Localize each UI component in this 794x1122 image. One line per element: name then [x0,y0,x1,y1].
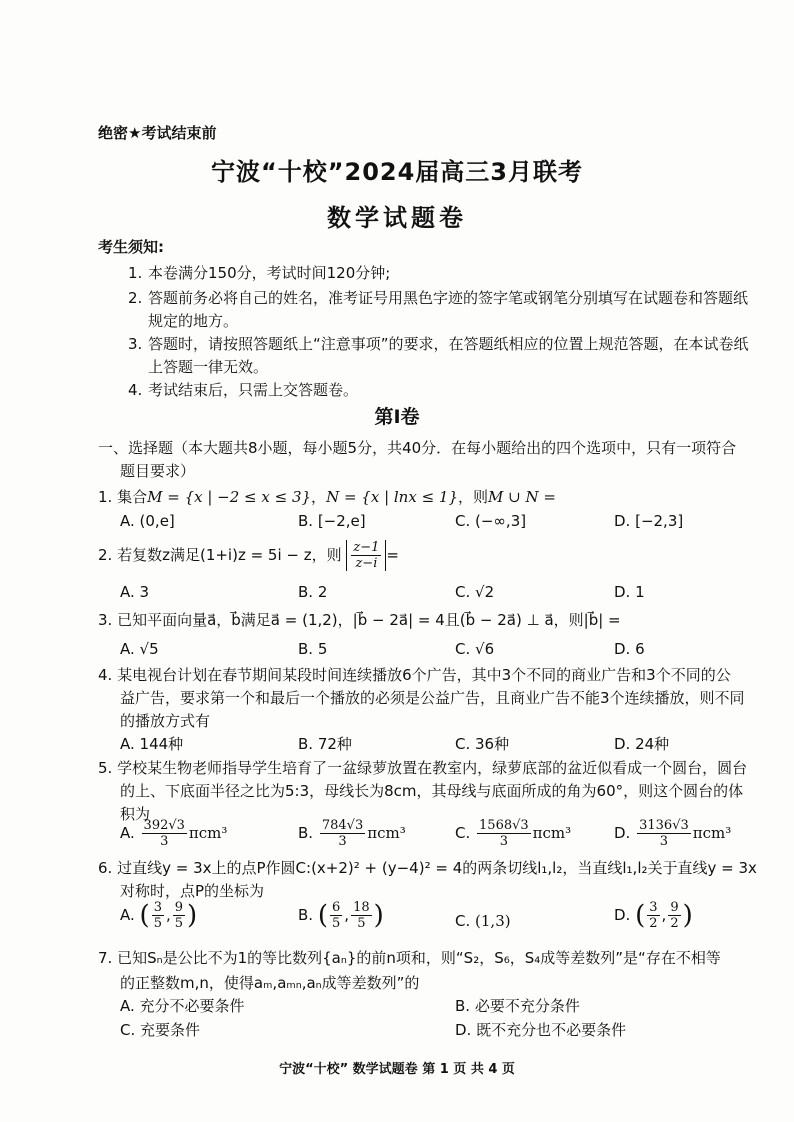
question-5-cont: 积为 [120,805,151,823]
option-a: A. (0,e] [120,512,175,530]
note-item: 2. 答题前务必将自己的姓名，准考证号用黑色字迹的签字笔或钢笔分别填写在试题卷和答题纸 [128,289,749,307]
page-footer: 宁波“十校” 数学试题卷 第 1 页 共 4 页 [279,1062,515,1077]
option-a: A. 144种 [120,735,184,753]
question-1: 1. 集合M = {x | −2 ≤ x ≤ 3}，N = {x | lnx ≤ 1}，则M ∪ N = [98,488,556,506]
part-title: 第Ⅰ卷 [374,406,420,428]
option-b: B. 2 [298,583,328,601]
option-c: C. √2 [455,583,495,601]
note-item: 4. 考试结束后，只需上交答题卷。 [128,381,359,399]
option-a: A. ( $\frac{3}{5}$ , $\frac{9}{5}$ ) [120,900,198,931]
note-item-cont: 规定的地方。 [148,312,239,330]
question-7-cont: 的正整数m,n，使得aₘ,aₘₙ,aₙ成等差数列”的 [120,974,420,992]
question-4: 4. 某电视台计划在春节期间某段时间连续播放6个广告，其中3个不同的商业广告和3个不同的公 [98,666,731,684]
option-c: C. √6 [455,640,495,658]
option-b: B. $\frac{784√3}{3}$ πcm³ [298,818,406,849]
option-c: C. $\frac{1568√3}{3}$ πcm³ [455,818,572,849]
question-5-cont: 的上、下底面半径之比为5:3，母线长为8cm，其母线与底面所成的角为60°，则这个圆台的体 [120,782,744,800]
note-item: 3. 答题时，请按照答题纸上“注意事项”的要求，在答题纸相应的位置上规范答题，在本试卷纸 [128,335,749,353]
option-a: A. 3 [120,583,150,601]
note-item-cont: 上答题一律无效。 [148,358,269,376]
option-c: C. 36种 [455,735,510,753]
option-d: D. 既不充分也不必要条件 [455,1021,627,1039]
exam-subtitle: 数学试题卷 [327,204,467,232]
section-heading-cont: 题目要求） [120,462,196,480]
question-6: 6. 过直线y = 3x上的点P作圆C:(x+2)² + (y−4)² = 4的两条切线l₁,l₂，当直线l₁,l₂关于直线y = 3x [98,859,757,877]
option-c: C. (−∞,3] [455,512,527,530]
note-item: 1. 本卷满分150分，考试时间120分钟; [128,264,391,282]
option-d: D. ( $\frac{3}{2}$ , $\frac{9}{2}$ ) [614,900,693,931]
question-4-cont: 益广告，要求第一个和最后一个播放的必须是公益广告，且商业广告不能3个连续播放，则不同 [120,689,745,707]
option-d: D. [−2,3] [614,512,684,530]
option-a: A. $\frac{392√3}{3}$ πcm³ [120,818,228,849]
option-d: D. 6 [614,640,645,658]
notes-heading: 考生须知: [98,238,164,256]
option-b: B. ( $\frac{6}{5}$ , $\frac{18}{5}$ ) [298,900,384,931]
option-b: B. [−2,e] [298,512,366,530]
option-c: C. 充要条件 [120,1021,201,1039]
section-heading: 一、选择题（本大题共8小题，每小题5分，共40分．在每小题给出的四个选项中，只有一项符合 [98,439,737,457]
question-7: 7. 已知Sₙ是公比不为1的等比数列{aₙ}的前n项和，则“S₂，S₆，S₄成等差数列”是“存在不相等 [98,949,721,967]
question-4-cont: 的播放方式有 [120,712,211,730]
option-a: A. √5 [120,640,159,658]
option-b: B. 5 [298,640,328,658]
question-3: 3. 已知平面向量a⃗，b⃗满足a⃗ = (1,2)，|b⃗ − 2a⃗| = 4且(b⃗ − 2a⃗) ⊥ a⃗，则|b⃗| = [98,611,621,629]
option-b: B. 必要不充分条件 [455,997,580,1015]
question-5: 5. 学校某生物老师指导学生培育了一盆绿萝放置在教室内，绿萝底部的盆近似看成一个圆台，圆台 [98,759,748,777]
option-b: B. 72种 [298,735,352,753]
confidential-label: 绝密★考试结束前 [98,124,217,142]
option-c: C. (1,3) [455,912,511,930]
question-6-cont: 对称时，点P的坐标为 [120,882,265,900]
option-a: A. 充分不必要条件 [120,997,245,1015]
exam-title: 宁波“十校”2024届高三3月联考 [210,158,584,186]
question-2: 2. 若复数z满足(1+i)z = 5i − z，则 $\frac{z-1}{z-i}$ = [98,540,399,571]
option-d: D. 1 [614,583,645,601]
option-d: D. $\frac{3136√3}{3}$ πcm³ [614,818,732,849]
option-d: D. 24种 [614,735,670,753]
